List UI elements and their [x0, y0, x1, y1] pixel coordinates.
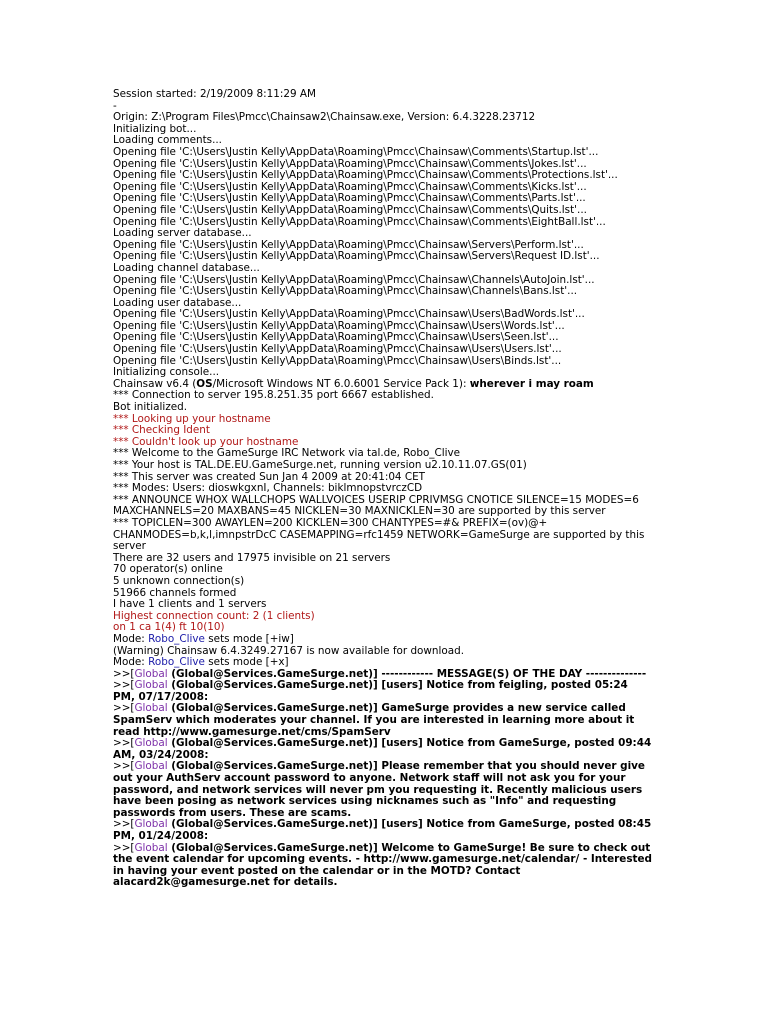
log-line: *** Welcome to the GameSurge IRC Network via tal.de, Robo_Clive	[113, 447, 461, 460]
log-line: Opening file 'C:\Users\Justin Kelly\AppData\Roaming\Pmcc\Chainsaw\Comments\Parts.lst'...	[113, 192, 586, 205]
mode-line: Mode: Robo_Clive sets mode [+iw]	[113, 632, 294, 645]
log-line: Loading channel database...	[113, 261, 260, 274]
global-sender: Global	[134, 760, 168, 773]
global-message: >>[Global (Global@Services.GameSurge.net)] [users] Notice from GameSurge, posted 09:44 AM, 03/24/2008:	[113, 737, 652, 761]
nickname: Robo_Clive	[148, 656, 205, 669]
session-log	[113, 89, 653, 889]
log-line: 51966 channels formed	[113, 586, 237, 599]
log-line: Initializing bot...	[113, 122, 197, 135]
log-line-warning: *** Checking Ident	[113, 424, 210, 437]
global-sender: Global	[134, 667, 168, 680]
log-line: Opening file 'C:\Users\Justin Kelly\AppData\Roaming\Pmcc\Chainsaw\Comments\Jokes.lst'...	[113, 157, 587, 170]
log-line: Opening file 'C:\Users\Justin Kelly\AppData\Roaming\Pmcc\Chainsaw\Comments\Quits.lst'...	[113, 203, 587, 216]
log-line: *** Modes: Users: dioswkgxnI, Channels: biklmnopstvrczCD	[113, 482, 423, 495]
log-line-warning: *** Couldn't look up your hostname	[113, 435, 299, 448]
log-line: Opening file 'C:\Users\Justin Kelly\AppData\Roaming\Pmcc\Chainsaw\Channels\Bans.lst'...	[113, 285, 578, 298]
global-sender: Global	[134, 841, 168, 854]
log-line: Opening file 'C:\Users\Justin Kelly\AppData\Roaming\Pmcc\Chainsaw\Servers\Perform.lst'...	[113, 238, 584, 251]
log-line: I have 1 clients and 1 servers	[113, 598, 267, 611]
global-message: >>[Global (Global@Services.GameSurge.net)] Welcome to GameSurge! Be sure to check out the event calendar for upcoming events. - http://www.gamesurge.net/calendar/ - Interested in having your event posted on the calendar or in the MOTD? Contact alacard2k@gamesurge.net for details.	[113, 841, 652, 889]
log-line: Session started: 2/19/2009 8:11:29 AM	[113, 88, 316, 100]
global-sender: Global	[134, 679, 168, 692]
log-line: Loading user database...	[113, 296, 242, 309]
global-sender: Global	[134, 818, 168, 831]
log-line: *** ANNOUNCE WHOX WALLCHOPS WALLVOICES USERIP CPRIVMSG CNOTICE SILENCE=15 MODES=6 MAXCHANNELS=20 MAXBANS=45 NICKLEN=30 MAXNICKLEN=30 are supported by this server	[113, 493, 639, 518]
log-line: Opening file 'C:\Users\Justin Kelly\AppData\Roaming\Pmcc\Chainsaw\Comments\Protections.lst'...	[113, 169, 618, 182]
global-message: >>[Global (Global@Services.GameSurge.net)] GameSurge provides a new service called SpamServ which moderates your channel. If you are interested in learning more about it read http://www.gamesurge.net/cms/SpamServ	[113, 702, 635, 738]
global-message: >>[Global (Global@Services.GameSurge.net)] [users] Notice from feigling, posted 05:24 PM, 07/17/2008:	[113, 679, 628, 703]
log-line: *** Connection to server 195.8.251.35 port 6667 established.	[113, 389, 434, 402]
chainsaw-version-line: Chainsaw v6.4 (OS/Microsoft Windows NT 6.0.6001 Service Pack 1): wherever i may roam	[113, 377, 594, 390]
global-message: >>[Global (Global@Services.GameSurge.net)] [users] Notice from GameSurge, posted 08:45 PM, 01/24/2008:	[113, 818, 652, 842]
log-line: (Warning) Chainsaw 6.4.3249.27167 is now available for download.	[113, 644, 465, 657]
log-line: There are 32 users and 17975 invisible on 21 servers	[113, 551, 391, 564]
log-line: Opening file 'C:\Users\Justin Kelly\AppData\Roaming\Pmcc\Chainsaw\Servers\Request ID.lst'...	[113, 250, 600, 263]
nickname: Robo_Clive	[148, 632, 205, 645]
log-line: Opening file 'C:\Users\Justin Kelly\AppData\Roaming\Pmcc\Chainsaw\Comments\Kicks.lst'...	[113, 180, 587, 193]
log-line: Opening file 'C:\Users\Justin Kelly\AppData\Roaming\Pmcc\Chainsaw\Users\Words.lst'...	[113, 319, 565, 332]
log-line: 70 operator(s) online	[113, 563, 223, 576]
global-message: >>[Global (Global@Services.GameSurge.net)] Please remember that you should never give out your AuthServ account password to anyone. Network staff will not ask you for your password, and network services will never pm you requesting it. Recently malicious users have been posing as network services using nicknames such as "Info" and requesting passwords from users. These are scams.	[113, 760, 645, 819]
log-line: Opening file 'C:\Users\Justin Kelly\AppData\Roaming\Pmcc\Chainsaw\Users\Seen.lst'...	[113, 331, 559, 344]
global-sender: Global	[134, 737, 168, 750]
log-line: Opening file 'C:\Users\Justin Kelly\AppData\Roaming\Pmcc\Chainsaw\Channels\AutoJoin.lst'...	[113, 273, 595, 286]
log-line: Loading server database...	[113, 227, 252, 240]
log-line: Bot initialized.	[113, 401, 188, 414]
log-line: *** Your host is TAL.DE.EU.GameSurge.net, running version u2.10.11.07.GS(01)	[113, 459, 527, 471]
log-line: Origin: Z:\Program Files\Pmcc\Chainsaw2\Chainsaw.exe, Version: 6.4.3228.23712	[113, 111, 536, 124]
log-line: Opening file 'C:\Users\Justin Kelly\AppData\Roaming\Pmcc\Chainsaw\Users\BadWords.lst'...	[113, 308, 585, 321]
log-line: Loading comments...	[113, 134, 222, 147]
log-line: Opening file 'C:\Users\Justin Kelly\AppData\Roaming\Pmcc\Chainsaw\Comments\EightBall.lst'...	[113, 215, 606, 228]
log-line: -	[113, 99, 117, 112]
log-line: 5 unknown connection(s)	[113, 574, 245, 587]
global-message: >>[Global (Global@Services.GameSurge.net)] ------------ MESSAGE(S) OF THE DAY --------------	[113, 667, 647, 680]
log-line: Opening file 'C:\Users\Justin Kelly\AppData\Roaming\Pmcc\Chainsaw\Comments\Startup.lst'...	[113, 145, 599, 158]
log-line-warning: *** Looking up your hostname	[113, 412, 271, 425]
log-line-warning: on 1 ca 1(4) ft 10(10)	[113, 621, 225, 634]
log-line: *** This server was created Sun Jan 4 2009 at 20:41:04 CET	[113, 470, 426, 483]
log-line-warning: Highest connection count: 2 (1 clients)	[113, 609, 315, 622]
log-line: Opening file 'C:\Users\Justin Kelly\AppData\Roaming\Pmcc\Chainsaw\Users\Users.lst'...	[113, 343, 562, 356]
mode-line: Mode: Robo_Clive sets mode [+x]	[113, 656, 289, 669]
log-line: Initializing console...	[113, 366, 220, 379]
global-sender: Global	[134, 702, 168, 715]
log-line: *** TOPICLEN=300 AWAYLEN=200 KICKLEN=300 CHANTYPES=#& PREFIX=(ov)@+ CHANMODES=b,k,l,imnpstrDcC CASEMAPPING=rfc1459 NETWORK=GameSurge are supported by this server	[113, 516, 645, 553]
log-line: Opening file 'C:\Users\Justin Kelly\AppData\Roaming\Pmcc\Chainsaw\Users\Binds.lst'...	[113, 354, 562, 367]
